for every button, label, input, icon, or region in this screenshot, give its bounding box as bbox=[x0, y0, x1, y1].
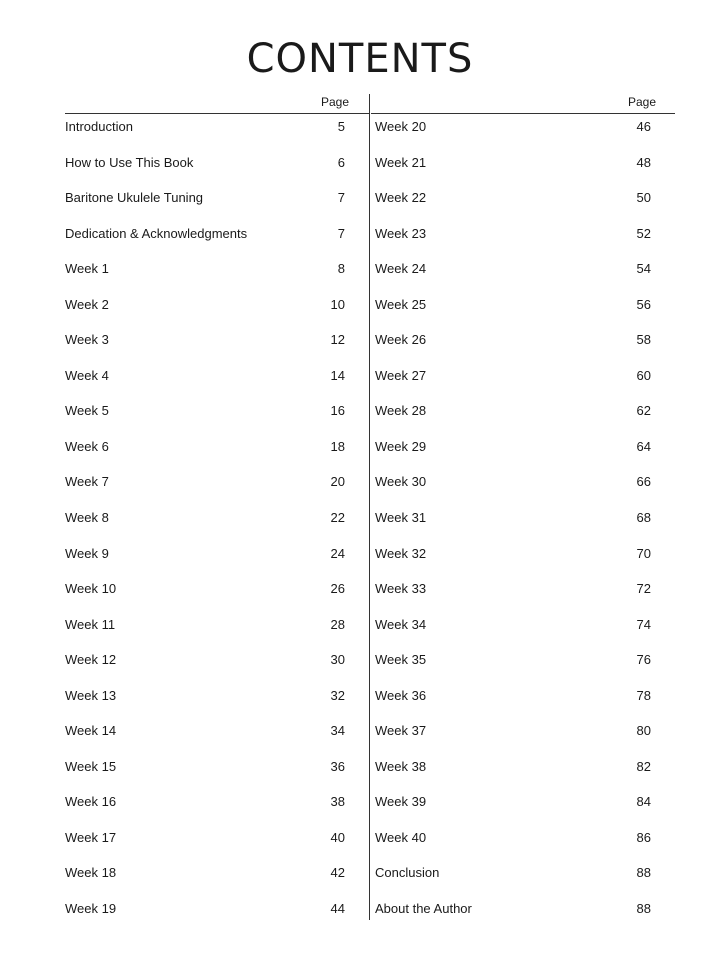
toc-entry[interactable] bbox=[375, 368, 651, 404]
toc-entry-page-number: 58 bbox=[636, 332, 651, 348]
toc-entry-title: Week 23 bbox=[375, 225, 427, 241]
toc-entry-title: Week 3 bbox=[65, 332, 109, 348]
page-column-header-left: Page bbox=[321, 95, 350, 109]
toc-entry[interactable] bbox=[375, 119, 651, 155]
toc-entry-page-number: 78 bbox=[636, 687, 651, 703]
toc-column-right bbox=[375, 119, 651, 937]
toc-entry-title: Week 9 bbox=[65, 545, 109, 561]
toc-entry-page-number: 24 bbox=[330, 545, 345, 561]
toc-entry-title: Week 22 bbox=[375, 190, 427, 206]
toc-entry[interactable] bbox=[65, 723, 345, 759]
toc-entry-page-number: 80 bbox=[636, 723, 651, 739]
toc-entry-page-number: 7 bbox=[337, 225, 345, 241]
toc-entry-title: Week 8 bbox=[65, 510, 109, 526]
toc-entry-page-number: 26 bbox=[330, 581, 345, 597]
toc-entry[interactable] bbox=[375, 901, 651, 937]
toc-entry-title: Week 21 bbox=[375, 154, 427, 170]
toc-entry[interactable] bbox=[65, 865, 345, 901]
toc-entry[interactable] bbox=[65, 439, 345, 475]
toc-entry-page-number: 5 bbox=[337, 119, 345, 134]
toc-entry-page-number: 54 bbox=[636, 261, 651, 277]
toc-entry-page-number: 64 bbox=[636, 438, 651, 454]
toc-entry-title: Week 17 bbox=[65, 829, 117, 845]
toc-entry-page-number: 42 bbox=[330, 865, 345, 881]
toc-entry-title: Week 29 bbox=[375, 438, 427, 454]
toc-entry-page-number: 66 bbox=[636, 474, 651, 490]
toc-entry-title: Week 36 bbox=[375, 687, 427, 703]
toc-entry-title: Week 15 bbox=[65, 758, 117, 774]
toc-entry-title: Baritone Ukulele Tuning bbox=[65, 190, 204, 206]
toc-entry-title: Week 27 bbox=[375, 367, 427, 383]
toc-entry[interactable] bbox=[65, 297, 345, 333]
toc-entry-title: Week 5 bbox=[65, 403, 109, 419]
toc-entry-page-number: 36 bbox=[330, 758, 345, 774]
toc-entry-page-number: 28 bbox=[330, 616, 345, 632]
toc-entry[interactable] bbox=[375, 297, 651, 333]
toc-entry[interactable] bbox=[375, 332, 651, 368]
toc-entry-title: Week 11 bbox=[65, 616, 116, 632]
toc-entry-title: Conclusion bbox=[375, 865, 440, 881]
toc-entry-title: How to Use This Book bbox=[65, 154, 194, 170]
toc-entry-page-number: 88 bbox=[636, 865, 651, 881]
toc-entry-page-number: 14 bbox=[330, 367, 345, 383]
toc-entry[interactable] bbox=[65, 759, 345, 795]
toc-entry-page-number: 34 bbox=[330, 723, 345, 739]
toc-entry[interactable] bbox=[65, 510, 345, 546]
toc-entry[interactable] bbox=[375, 581, 651, 617]
toc-entry[interactable] bbox=[375, 688, 651, 724]
toc-entry-title: Week 38 bbox=[375, 758, 427, 774]
toc-entry[interactable] bbox=[65, 155, 345, 191]
toc-entry-title: Week 1 bbox=[65, 261, 109, 277]
toc-entry-title: Week 26 bbox=[375, 332, 427, 348]
toc-entry-page-number: 52 bbox=[636, 225, 651, 241]
toc-entry-title: Week 12 bbox=[65, 652, 117, 668]
toc-entry-page-number: 60 bbox=[636, 367, 651, 383]
toc-entry[interactable] bbox=[65, 119, 345, 155]
toc-entry-page-number: 86 bbox=[636, 829, 651, 845]
toc-entry[interactable] bbox=[375, 617, 651, 653]
toc-entry[interactable] bbox=[375, 190, 651, 226]
toc-entry[interactable] bbox=[65, 226, 345, 262]
toc-entry-page-number: 46 bbox=[636, 119, 651, 134]
toc-entry[interactable] bbox=[375, 830, 651, 866]
toc-entry[interactable] bbox=[65, 688, 345, 724]
toc-entry[interactable] bbox=[375, 261, 651, 297]
toc-entry-page-number: 68 bbox=[636, 510, 651, 526]
toc-entry-title: Week 40 bbox=[375, 829, 427, 845]
toc-entry-title: Week 20 bbox=[375, 119, 427, 134]
toc-entry-title: Week 6 bbox=[65, 438, 109, 454]
toc-entry[interactable] bbox=[65, 794, 345, 830]
toc-entry[interactable] bbox=[65, 581, 345, 617]
toc-entry-page-number: 50 bbox=[636, 190, 651, 206]
toc-entry-page-number: 84 bbox=[636, 794, 651, 810]
toc-entry-title: Week 32 bbox=[375, 545, 427, 561]
toc-entry-page-number: 12 bbox=[330, 332, 345, 348]
toc-entry-page-number: 74 bbox=[636, 616, 651, 632]
toc-entry[interactable] bbox=[65, 617, 345, 653]
toc-entry-page-number: 8 bbox=[337, 261, 345, 277]
toc-entry-page-number: 62 bbox=[636, 403, 651, 419]
toc-entry-title: Week 25 bbox=[375, 296, 427, 312]
header-rule-right bbox=[371, 113, 675, 114]
toc-entry-page-number: 82 bbox=[636, 758, 651, 774]
toc-entry[interactable] bbox=[65, 546, 345, 582]
toc-entry-page-number: 70 bbox=[636, 545, 651, 561]
toc-entry-title: About the Author bbox=[375, 901, 472, 917]
toc-entry[interactable] bbox=[375, 865, 651, 901]
toc-entry[interactable] bbox=[375, 474, 651, 510]
toc-entry-title: Week 16 bbox=[65, 794, 117, 810]
toc-entry-title: Introduction bbox=[65, 119, 133, 134]
toc-entry[interactable] bbox=[65, 403, 345, 439]
toc-entry-title: Week 10 bbox=[65, 581, 117, 597]
toc-entry-page-number: 22 bbox=[330, 510, 345, 526]
toc-entry-title: Week 2 bbox=[65, 296, 109, 312]
toc-entry[interactable] bbox=[65, 332, 345, 368]
toc-entry[interactable] bbox=[375, 403, 651, 439]
toc-entry[interactable] bbox=[375, 546, 651, 582]
toc-entry-page-number: 38 bbox=[330, 794, 345, 810]
toc-entry-page-number: 40 bbox=[330, 829, 345, 845]
toc-entry-title: Dedication & Acknowledgments bbox=[65, 225, 248, 241]
toc-entry[interactable] bbox=[375, 723, 651, 759]
toc-entry-title: Week 24 bbox=[375, 261, 427, 277]
toc-entry-title: Week 30 bbox=[375, 474, 427, 490]
toc-entry[interactable] bbox=[65, 652, 345, 688]
header-rule-left bbox=[65, 113, 369, 114]
toc-entry[interactable] bbox=[375, 652, 651, 688]
toc-entry-page-number: 44 bbox=[330, 901, 345, 917]
toc-entry-title: Week 14 bbox=[65, 723, 117, 739]
toc-entry-page-number: 76 bbox=[636, 652, 651, 668]
toc-entry-page-number: 20 bbox=[330, 474, 345, 490]
toc-entry-page-number: 7 bbox=[337, 190, 345, 206]
toc-entry[interactable] bbox=[65, 474, 345, 510]
toc-entry-page-number: 18 bbox=[330, 438, 345, 454]
toc-entry-title: Week 28 bbox=[375, 403, 427, 419]
toc-entry-title: Week 35 bbox=[375, 652, 427, 668]
toc-entry[interactable] bbox=[65, 830, 345, 866]
toc-entry-page-number: 10 bbox=[330, 296, 345, 312]
toc-entry-page-number: 56 bbox=[636, 296, 651, 312]
toc-entry-title: Week 31 bbox=[375, 510, 427, 526]
toc-entry[interactable] bbox=[65, 368, 345, 404]
toc-entry-page-number: 48 bbox=[636, 154, 651, 170]
toc-entry[interactable] bbox=[375, 759, 651, 795]
toc-entry-page-number: 88 bbox=[636, 901, 651, 917]
toc-entry-title: Week 13 bbox=[65, 687, 117, 703]
toc-entry[interactable] bbox=[375, 226, 651, 262]
toc-entry[interactable] bbox=[65, 901, 345, 937]
toc-entry-title: Week 4 bbox=[65, 367, 109, 383]
page-title: CONTENTS bbox=[246, 36, 474, 82]
toc-entry-page-number: 32 bbox=[330, 687, 345, 703]
toc-entry-title: Week 37 bbox=[375, 723, 427, 739]
toc-entry-page-number: 16 bbox=[330, 403, 345, 419]
toc-entry-title: Week 33 bbox=[375, 581, 427, 597]
toc-entry[interactable] bbox=[65, 190, 345, 226]
column-divider bbox=[369, 94, 370, 920]
toc-entry-title: Week 19 bbox=[65, 901, 117, 917]
toc-entry-title: Week 18 bbox=[65, 865, 117, 881]
toc-entry-page-number: 30 bbox=[330, 652, 345, 668]
toc-entry-title: Week 7 bbox=[65, 474, 109, 490]
toc-entry[interactable] bbox=[375, 510, 651, 546]
toc-entry[interactable] bbox=[375, 155, 651, 191]
toc-entry[interactable] bbox=[375, 794, 651, 830]
page-column-header-right: Page bbox=[628, 95, 657, 109]
toc-entry[interactable] bbox=[375, 439, 651, 475]
toc-entry[interactable] bbox=[65, 261, 345, 297]
toc-entry-page-number: 6 bbox=[337, 154, 345, 170]
toc-entry-page-number: 72 bbox=[636, 581, 651, 597]
toc-entry-title: Week 34 bbox=[375, 616, 427, 632]
toc-column-left bbox=[65, 119, 345, 937]
toc-entry-title: Week 39 bbox=[375, 794, 427, 810]
